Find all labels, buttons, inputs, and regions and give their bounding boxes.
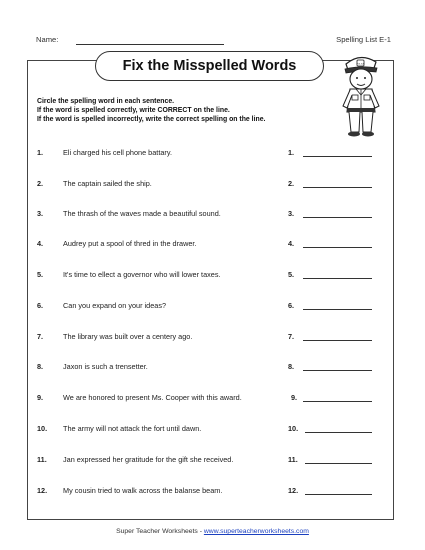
footer-separator: - bbox=[197, 528, 204, 535]
answer-line[interactable] bbox=[305, 432, 372, 433]
question-number: 4. bbox=[37, 239, 44, 248]
answer-line[interactable] bbox=[303, 217, 372, 218]
footer-brand: Super Teacher Worksheets bbox=[116, 528, 198, 535]
answer-number: 11. bbox=[288, 455, 298, 464]
question-number: 7. bbox=[37, 332, 44, 341]
question-sentence: The thrash of the waves made a beautiful sound. bbox=[63, 209, 221, 218]
name-label: Name: bbox=[36, 35, 59, 44]
question-row bbox=[37, 270, 387, 282]
question-sentence: The army will not attack the fort until dawn. bbox=[63, 424, 202, 433]
answer-number: 6. bbox=[288, 301, 295, 310]
footer-link[interactable]: www.superteacherworksheets.com bbox=[203, 528, 309, 535]
question-sentence: My cousin tried to walk across the balanse beam. bbox=[63, 486, 223, 495]
question-row bbox=[37, 455, 387, 467]
answer-number: 9. bbox=[291, 393, 298, 402]
question-row bbox=[37, 424, 387, 436]
question-sentence: The captain sailed the ship. bbox=[63, 179, 152, 188]
answer-line[interactable] bbox=[303, 156, 372, 157]
answer-number: 2. bbox=[288, 179, 295, 188]
question-number: 6. bbox=[37, 301, 44, 310]
answer-number: 10. bbox=[288, 424, 299, 433]
header-row bbox=[36, 35, 391, 49]
question-sentence: We are honored to present Ms. Cooper with this award. bbox=[63, 393, 242, 402]
answer-line[interactable] bbox=[303, 340, 372, 341]
footer bbox=[0, 528, 425, 535]
answer-number: 12. bbox=[288, 486, 299, 495]
answer-number: 4. bbox=[288, 239, 295, 248]
question-row bbox=[37, 301, 387, 313]
answer-line[interactable] bbox=[305, 463, 372, 464]
spelling-list-label: Spelling List E-1 bbox=[336, 35, 391, 44]
police-officer-illustration bbox=[330, 48, 390, 138]
name-line[interactable] bbox=[76, 44, 224, 45]
instruction-line: If the word is spelled incorrectly, write the correct spelling on the line. bbox=[37, 116, 266, 123]
instructions bbox=[37, 97, 337, 124]
question-row bbox=[37, 179, 387, 191]
question-number: 12. bbox=[37, 486, 48, 495]
answer-number: 3. bbox=[288, 209, 295, 218]
answer-number: 1. bbox=[288, 148, 295, 157]
question-sentence: Jaxon is such a trensetter. bbox=[63, 362, 148, 371]
answer-number: 8. bbox=[288, 362, 295, 371]
question-row bbox=[37, 362, 387, 374]
answer-line[interactable] bbox=[303, 309, 372, 310]
question-row bbox=[37, 486, 387, 498]
question-row bbox=[37, 209, 387, 221]
question-number: 2. bbox=[37, 179, 44, 188]
question-number: 10. bbox=[37, 424, 48, 433]
question-row bbox=[37, 148, 387, 160]
question-row bbox=[37, 239, 387, 251]
mascot-badge-text: POLICE bbox=[356, 63, 365, 66]
page-title: Fix the Misspelled Words bbox=[122, 58, 297, 74]
answer-line[interactable] bbox=[303, 278, 372, 279]
answer-line[interactable] bbox=[303, 370, 372, 371]
question-number: 8. bbox=[37, 362, 44, 371]
question-number: 11. bbox=[37, 455, 47, 464]
question-number: 5. bbox=[37, 270, 44, 279]
answer-line[interactable] bbox=[303, 401, 372, 402]
question-number: 1. bbox=[37, 148, 44, 157]
question-sentence: Eli charged his cell phone battary. bbox=[63, 148, 172, 157]
answer-number: 7. bbox=[288, 332, 295, 341]
answer-number: 5. bbox=[288, 270, 295, 279]
instruction-line: If the word is spelled correctly, write CORRECT on the line. bbox=[37, 107, 230, 114]
question-sentence: The library was built over a centery ago. bbox=[63, 332, 193, 341]
instruction-line: Circle the spelling word in each sentence. bbox=[37, 98, 175, 105]
title-banner bbox=[95, 51, 324, 81]
answer-line[interactable] bbox=[303, 187, 372, 188]
question-sentence: Can you expand on your ideas? bbox=[63, 301, 167, 310]
answer-line[interactable] bbox=[305, 494, 372, 495]
question-row bbox=[37, 393, 387, 405]
question-sentence: It's time to ellect a governor who will lower taxes. bbox=[63, 270, 221, 279]
question-sentence: Jan expressed her gratitude for the gift she received. bbox=[63, 455, 234, 464]
question-number: 3. bbox=[37, 209, 44, 218]
question-sentence: Audrey put a spool of thred in the drawer. bbox=[63, 239, 197, 248]
question-row bbox=[37, 332, 387, 344]
answer-line[interactable] bbox=[303, 247, 372, 248]
question-number: 9. bbox=[37, 393, 44, 402]
